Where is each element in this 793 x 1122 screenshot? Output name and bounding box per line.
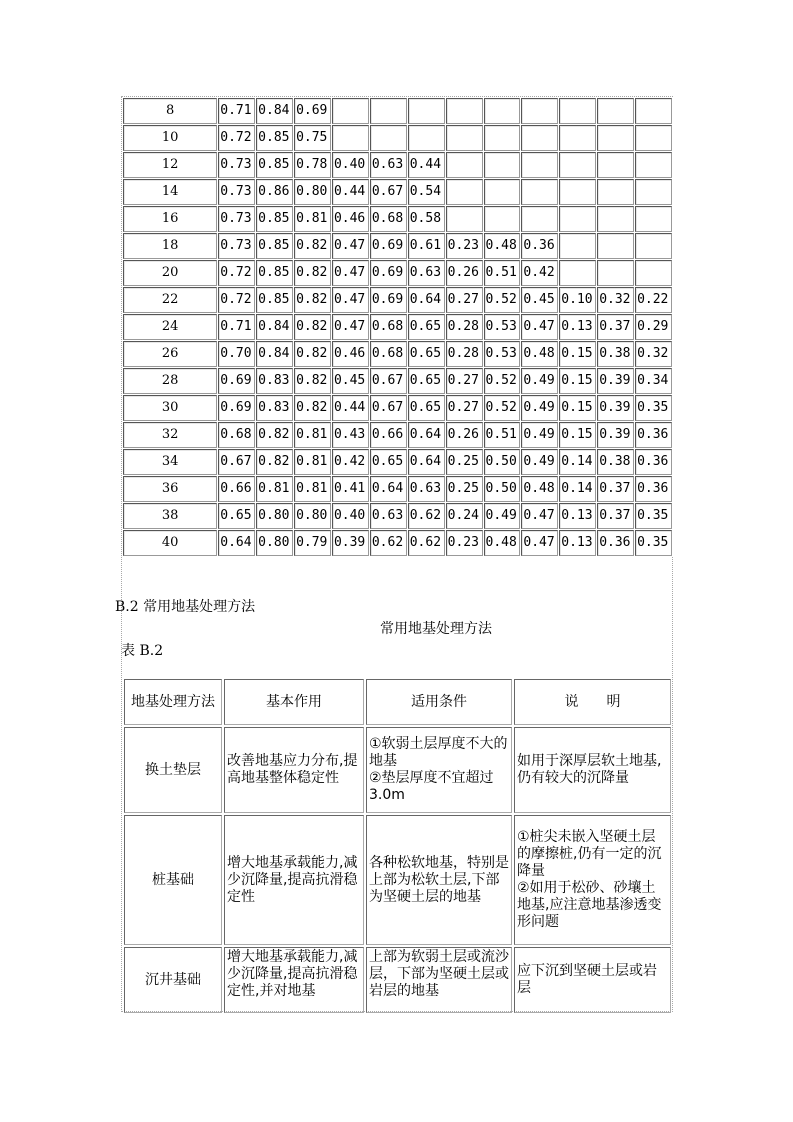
value-cell bbox=[597, 125, 634, 151]
value-cell: 0.28 bbox=[446, 314, 483, 340]
value-cell bbox=[597, 98, 634, 124]
value-cell: 0.64 bbox=[370, 476, 407, 502]
value-cell: 0.68 bbox=[370, 341, 407, 367]
value-cell: 0.84 bbox=[256, 98, 293, 124]
method-conditions: 各种松软地基，特别是上部为松软土层,下部为坚硬土层的地基 bbox=[366, 815, 512, 945]
value-cell: 0.28 bbox=[446, 341, 483, 367]
value-cell bbox=[635, 260, 672, 286]
value-cell bbox=[559, 98, 596, 124]
value-cell: 0.36 bbox=[635, 422, 672, 448]
value-cell: 0.67 bbox=[218, 449, 255, 475]
value-cell: 0.47 bbox=[332, 287, 369, 313]
value-cell: 0.22 bbox=[635, 287, 672, 313]
value-cell: 0.43 bbox=[332, 422, 369, 448]
value-cell: 0.27 bbox=[446, 368, 483, 394]
value-cell: 0.73 bbox=[218, 233, 255, 259]
value-cell: 0.54 bbox=[408, 179, 445, 205]
value-cell: 0.81 bbox=[294, 476, 331, 502]
value-cell bbox=[635, 98, 672, 124]
value-cell: 0.71 bbox=[218, 314, 255, 340]
value-cell bbox=[484, 152, 521, 178]
value-cell: 0.42 bbox=[332, 449, 369, 475]
table-title: 常用地基处理方法 bbox=[380, 621, 492, 637]
value-cell: 0.69 bbox=[218, 395, 255, 421]
value-cell bbox=[521, 206, 558, 232]
table-row bbox=[123, 422, 672, 448]
value-cell bbox=[484, 98, 521, 124]
value-cell: 0.68 bbox=[370, 206, 407, 232]
method-notes: 如用于深厚层软土地基,仍有较大的沉降量 bbox=[514, 727, 671, 813]
value-cell: 0.75 bbox=[294, 125, 331, 151]
value-cell: 0.15 bbox=[559, 341, 596, 367]
value-cell: 0.23 bbox=[446, 233, 483, 259]
row-label-cell: 26 bbox=[123, 341, 217, 367]
value-cell: 0.37 bbox=[597, 503, 634, 529]
value-cell: 0.15 bbox=[559, 422, 596, 448]
value-cell bbox=[635, 125, 672, 151]
table-number: 表 B.2 bbox=[121, 643, 164, 659]
value-cell: 0.82 bbox=[294, 233, 331, 259]
table-row bbox=[123, 125, 672, 151]
value-cell: 0.64 bbox=[408, 287, 445, 313]
value-cell: 0.27 bbox=[446, 395, 483, 421]
value-cell: 0.47 bbox=[332, 314, 369, 340]
value-cell: 0.52 bbox=[484, 395, 521, 421]
value-cell: 0.64 bbox=[408, 449, 445, 475]
value-cell: 0.65 bbox=[370, 449, 407, 475]
value-cell: 0.63 bbox=[370, 503, 407, 529]
value-cell: 0.36 bbox=[521, 233, 558, 259]
coefficient-table bbox=[122, 97, 673, 557]
row-label-cell: 24 bbox=[123, 314, 217, 340]
table-row bbox=[123, 98, 672, 124]
value-cell: 0.10 bbox=[559, 287, 596, 313]
value-cell: 0.48 bbox=[484, 233, 521, 259]
value-cell: 0.26 bbox=[446, 422, 483, 448]
value-cell: 0.38 bbox=[597, 341, 634, 367]
row-label-cell: 36 bbox=[123, 476, 217, 502]
value-cell bbox=[332, 125, 369, 151]
value-cell bbox=[446, 98, 483, 124]
value-cell: 0.65 bbox=[408, 395, 445, 421]
value-cell: 0.48 bbox=[484, 530, 521, 556]
value-cell bbox=[332, 98, 369, 124]
table-row bbox=[123, 368, 672, 394]
value-cell: 0.81 bbox=[256, 476, 293, 502]
value-cell: 0.62 bbox=[408, 530, 445, 556]
value-cell: 0.49 bbox=[521, 449, 558, 475]
row-label-cell: 28 bbox=[123, 368, 217, 394]
value-cell: 0.47 bbox=[521, 503, 558, 529]
value-cell: 0.85 bbox=[256, 125, 293, 151]
value-cell: 0.82 bbox=[294, 314, 331, 340]
value-cell bbox=[521, 152, 558, 178]
value-cell: 0.81 bbox=[294, 206, 331, 232]
value-cell: 0.82 bbox=[294, 395, 331, 421]
value-cell: 0.65 bbox=[218, 503, 255, 529]
method-function: 改善地基应力分布,提高地基整体稳定性 bbox=[224, 727, 364, 813]
value-cell: 0.13 bbox=[559, 314, 596, 340]
value-cell bbox=[597, 206, 634, 232]
value-cell: 0.83 bbox=[256, 395, 293, 421]
value-cell: 0.36 bbox=[597, 530, 634, 556]
value-cell: 0.66 bbox=[218, 476, 255, 502]
row-label-cell: 22 bbox=[123, 287, 217, 313]
value-cell: 0.58 bbox=[408, 206, 445, 232]
value-cell: 0.53 bbox=[484, 341, 521, 367]
value-cell: 0.80 bbox=[294, 503, 331, 529]
value-cell: 0.26 bbox=[446, 260, 483, 286]
value-cell: 0.44 bbox=[408, 152, 445, 178]
value-cell: 0.82 bbox=[294, 260, 331, 286]
value-cell: 0.79 bbox=[294, 530, 331, 556]
value-cell: 0.40 bbox=[332, 503, 369, 529]
value-cell bbox=[370, 125, 407, 151]
table-row bbox=[124, 727, 671, 813]
value-cell bbox=[446, 206, 483, 232]
value-cell: 0.27 bbox=[446, 287, 483, 313]
value-cell: 0.47 bbox=[332, 260, 369, 286]
value-cell bbox=[446, 125, 483, 151]
value-cell: 0.73 bbox=[218, 179, 255, 205]
row-label-cell: 12 bbox=[123, 152, 217, 178]
value-cell: 0.42 bbox=[521, 260, 558, 286]
value-cell: 0.85 bbox=[256, 152, 293, 178]
value-cell: 0.67 bbox=[370, 395, 407, 421]
row-label-cell: 34 bbox=[123, 449, 217, 475]
value-cell: 0.25 bbox=[446, 449, 483, 475]
row-label-cell: 30 bbox=[123, 395, 217, 421]
value-cell: 0.68 bbox=[218, 422, 255, 448]
value-cell: 0.71 bbox=[218, 98, 255, 124]
value-cell: 0.53 bbox=[484, 314, 521, 340]
value-cell bbox=[484, 125, 521, 151]
method-notes: 应下沉到坚硬土层或岩层 bbox=[514, 947, 671, 1013]
value-cell bbox=[446, 152, 483, 178]
method-name: 桩基础 bbox=[124, 815, 222, 945]
value-cell: 0.36 bbox=[635, 476, 672, 502]
value-cell: 0.83 bbox=[256, 368, 293, 394]
value-cell bbox=[597, 179, 634, 205]
table-row bbox=[123, 476, 672, 502]
value-cell: 0.67 bbox=[370, 179, 407, 205]
value-cell: 0.82 bbox=[294, 368, 331, 394]
value-cell: 0.47 bbox=[521, 314, 558, 340]
value-cell: 0.63 bbox=[370, 152, 407, 178]
value-cell: 0.70 bbox=[218, 341, 255, 367]
table-row bbox=[123, 152, 672, 178]
table-row bbox=[123, 449, 672, 475]
table-row bbox=[123, 287, 672, 313]
value-cell: 0.46 bbox=[332, 341, 369, 367]
value-cell: 0.49 bbox=[521, 395, 558, 421]
value-cell: 0.49 bbox=[521, 422, 558, 448]
row-label-cell: 40 bbox=[123, 530, 217, 556]
value-cell: 0.61 bbox=[408, 233, 445, 259]
method-conditions: ①软弱土层厚度不大的地基 ②垫层厚度不宜超过 3.0m bbox=[366, 727, 512, 813]
value-cell: 0.69 bbox=[294, 98, 331, 124]
value-cell bbox=[635, 179, 672, 205]
table-row bbox=[123, 233, 672, 259]
value-cell bbox=[370, 98, 407, 124]
value-cell: 0.15 bbox=[559, 395, 596, 421]
value-cell: 0.50 bbox=[484, 449, 521, 475]
value-cell: 0.48 bbox=[521, 476, 558, 502]
value-cell: 0.51 bbox=[484, 260, 521, 286]
table-row bbox=[123, 260, 672, 286]
value-cell: 0.38 bbox=[597, 449, 634, 475]
value-cell: 0.69 bbox=[218, 368, 255, 394]
table-row bbox=[124, 947, 671, 1013]
value-cell bbox=[521, 98, 558, 124]
value-cell bbox=[446, 179, 483, 205]
value-cell: 0.23 bbox=[446, 530, 483, 556]
header-function: 基本作用 bbox=[224, 679, 364, 725]
value-cell: 0.52 bbox=[484, 368, 521, 394]
value-cell: 0.37 bbox=[597, 314, 634, 340]
value-cell: 0.62 bbox=[370, 530, 407, 556]
value-cell: 0.35 bbox=[635, 530, 672, 556]
value-cell: 0.47 bbox=[332, 233, 369, 259]
value-cell: 0.64 bbox=[218, 530, 255, 556]
table-row bbox=[124, 815, 671, 945]
value-cell: 0.85 bbox=[256, 287, 293, 313]
table-row bbox=[123, 314, 672, 340]
value-cell: 0.44 bbox=[332, 395, 369, 421]
value-cell: 0.13 bbox=[559, 503, 596, 529]
value-cell: 0.14 bbox=[559, 476, 596, 502]
value-cell: 0.82 bbox=[256, 449, 293, 475]
value-cell bbox=[484, 179, 521, 205]
value-cell: 0.82 bbox=[294, 341, 331, 367]
row-label-cell: 20 bbox=[123, 260, 217, 286]
value-cell: 0.25 bbox=[446, 476, 483, 502]
row-label-cell: 18 bbox=[123, 233, 217, 259]
value-cell: 0.45 bbox=[332, 368, 369, 394]
value-cell bbox=[559, 206, 596, 232]
method-name: 换土垫层 bbox=[124, 727, 222, 813]
value-cell: 0.85 bbox=[256, 206, 293, 232]
value-cell: 0.86 bbox=[256, 179, 293, 205]
method-function: 增大地基承载能力,减少沉降量,提高抗滑稳定性,并对地基 bbox=[224, 947, 364, 1013]
value-cell: 0.50 bbox=[484, 476, 521, 502]
value-cell: 0.63 bbox=[408, 476, 445, 502]
value-cell: 0.14 bbox=[559, 449, 596, 475]
value-cell: 0.24 bbox=[446, 503, 483, 529]
value-cell: 0.66 bbox=[370, 422, 407, 448]
value-cell bbox=[559, 152, 596, 178]
method-conditions: 上部为软弱土层或流沙层，下部为坚硬土层或岩层的地基 bbox=[366, 947, 512, 1013]
value-cell: 0.32 bbox=[597, 287, 634, 313]
value-cell bbox=[635, 233, 672, 259]
value-cell: 0.39 bbox=[597, 368, 634, 394]
value-cell: 0.72 bbox=[218, 260, 255, 286]
row-label-cell: 16 bbox=[123, 206, 217, 232]
value-cell: 0.39 bbox=[597, 395, 634, 421]
section-heading: B.2 常用地基处理方法 bbox=[115, 599, 256, 615]
value-cell bbox=[597, 152, 634, 178]
value-cell bbox=[408, 125, 445, 151]
value-cell: 0.69 bbox=[370, 233, 407, 259]
method-name: 沉井基础 bbox=[124, 947, 222, 1013]
value-cell: 0.73 bbox=[218, 152, 255, 178]
row-label-cell: 38 bbox=[123, 503, 217, 529]
table-row bbox=[123, 395, 672, 421]
value-cell: 0.67 bbox=[370, 368, 407, 394]
table-row bbox=[123, 530, 672, 556]
value-cell: 0.78 bbox=[294, 152, 331, 178]
table-row bbox=[123, 503, 672, 529]
value-cell: 0.82 bbox=[294, 287, 331, 313]
value-cell: 0.72 bbox=[218, 287, 255, 313]
value-cell: 0.32 bbox=[635, 341, 672, 367]
row-label-cell: 8 bbox=[123, 98, 217, 124]
method-notes: ①桩尖未嵌入坚硬土层的摩擦桩,仍有一定的沉降量 ②如用于松砂、砂壤土地基,应注意地基渗透变形问题 bbox=[514, 815, 671, 945]
value-cell: 0.65 bbox=[408, 314, 445, 340]
value-cell: 0.47 bbox=[521, 530, 558, 556]
value-cell: 0.85 bbox=[256, 260, 293, 286]
value-cell: 0.84 bbox=[256, 314, 293, 340]
value-cell: 0.15 bbox=[559, 368, 596, 394]
value-cell bbox=[484, 206, 521, 232]
row-label-cell: 32 bbox=[123, 422, 217, 448]
value-cell: 0.68 bbox=[370, 314, 407, 340]
header-notes: 说 明 bbox=[514, 679, 671, 725]
table-row bbox=[123, 179, 672, 205]
value-cell: 0.48 bbox=[521, 341, 558, 367]
value-cell: 0.35 bbox=[635, 395, 672, 421]
table-row bbox=[123, 341, 672, 367]
value-cell: 0.49 bbox=[484, 503, 521, 529]
value-cell: 0.82 bbox=[256, 422, 293, 448]
value-cell: 0.40 bbox=[332, 152, 369, 178]
value-cell: 0.64 bbox=[408, 422, 445, 448]
value-cell: 0.41 bbox=[332, 476, 369, 502]
header-method: 地基处理方法 bbox=[124, 679, 222, 725]
value-cell: 0.29 bbox=[635, 314, 672, 340]
value-cell bbox=[559, 179, 596, 205]
value-cell: 0.36 bbox=[635, 449, 672, 475]
value-cell: 0.44 bbox=[332, 179, 369, 205]
row-label-cell: 10 bbox=[123, 125, 217, 151]
value-cell: 0.85 bbox=[256, 233, 293, 259]
value-cell bbox=[635, 206, 672, 232]
value-cell bbox=[408, 98, 445, 124]
value-cell bbox=[521, 179, 558, 205]
value-cell: 0.35 bbox=[635, 503, 672, 529]
value-cell bbox=[559, 125, 596, 151]
table-header-row bbox=[124, 679, 671, 725]
value-cell bbox=[597, 233, 634, 259]
value-cell: 0.80 bbox=[294, 179, 331, 205]
value-cell: 0.65 bbox=[408, 368, 445, 394]
value-cell: 0.13 bbox=[559, 530, 596, 556]
value-cell bbox=[597, 260, 634, 286]
value-cell bbox=[559, 260, 596, 286]
method-function: 增大地基承载能力,减少沉降量,提高抗滑稳定性 bbox=[224, 815, 364, 945]
value-cell bbox=[559, 233, 596, 259]
value-cell: 0.84 bbox=[256, 341, 293, 367]
value-cell: 0.72 bbox=[218, 125, 255, 151]
value-cell: 0.49 bbox=[521, 368, 558, 394]
value-cell: 0.45 bbox=[521, 287, 558, 313]
value-cell: 0.81 bbox=[294, 449, 331, 475]
value-cell: 0.69 bbox=[370, 260, 407, 286]
value-cell: 0.69 bbox=[370, 287, 407, 313]
value-cell: 0.46 bbox=[332, 206, 369, 232]
value-cell: 0.37 bbox=[597, 476, 634, 502]
header-conditions: 适用条件 bbox=[366, 679, 512, 725]
row-label-cell: 14 bbox=[123, 179, 217, 205]
table-row bbox=[123, 206, 672, 232]
value-cell: 0.81 bbox=[294, 422, 331, 448]
value-cell: 0.62 bbox=[408, 503, 445, 529]
value-cell: 0.80 bbox=[256, 503, 293, 529]
value-cell: 0.52 bbox=[484, 287, 521, 313]
value-cell: 0.73 bbox=[218, 206, 255, 232]
foundation-method-table bbox=[122, 677, 673, 1015]
value-cell bbox=[521, 125, 558, 151]
value-cell: 0.39 bbox=[332, 530, 369, 556]
value-cell: 0.63 bbox=[408, 260, 445, 286]
value-cell: 0.65 bbox=[408, 341, 445, 367]
value-cell: 0.51 bbox=[484, 422, 521, 448]
value-cell: 0.34 bbox=[635, 368, 672, 394]
value-cell: 0.39 bbox=[597, 422, 634, 448]
value-cell: 0.80 bbox=[256, 530, 293, 556]
value-cell bbox=[635, 152, 672, 178]
